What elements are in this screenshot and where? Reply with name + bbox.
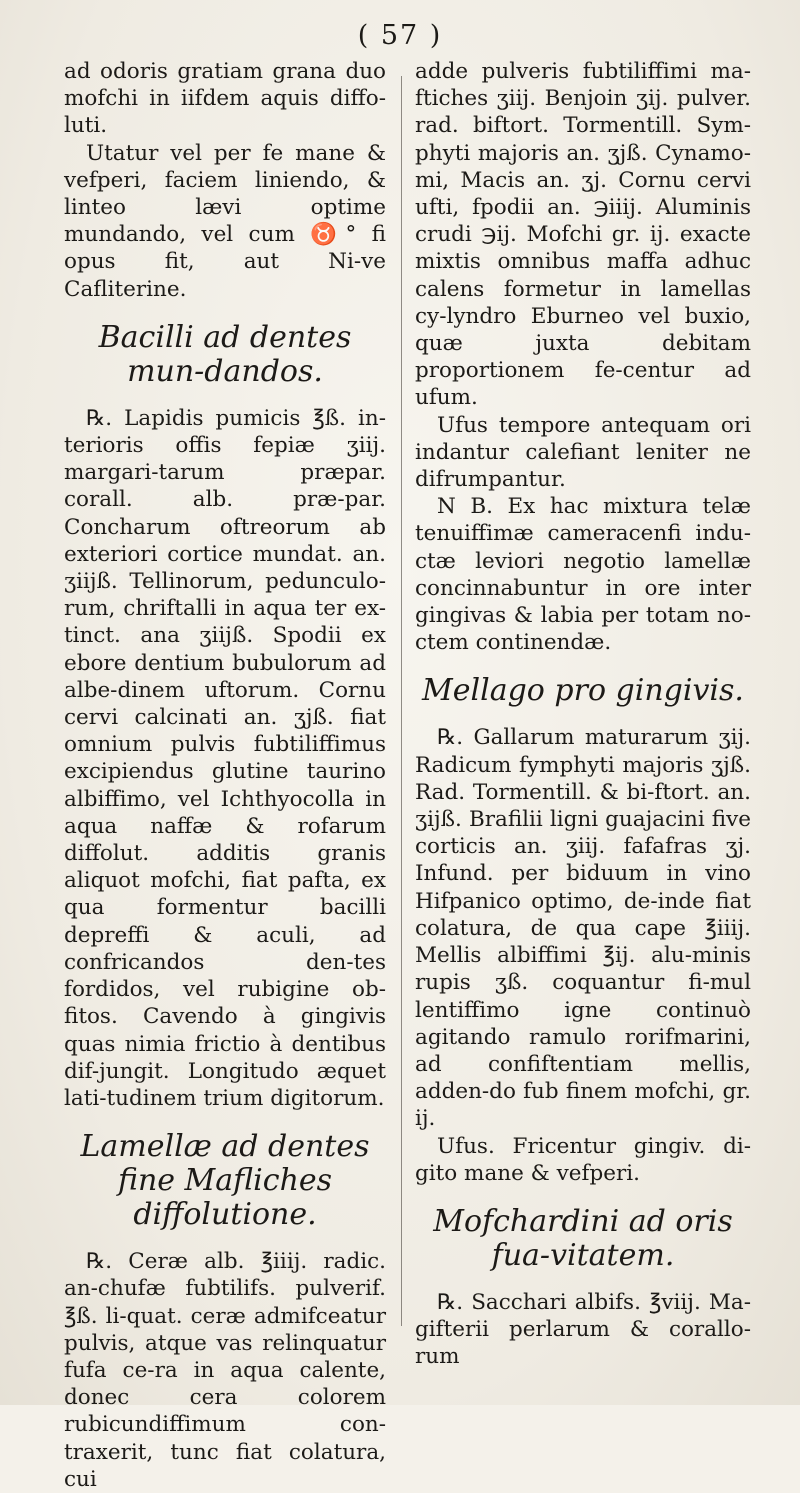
recipe-paragraph: ℞. Sacchari albifs. ℥viij. Ma-gifterii perlarum & corallo-rum <box>415 1289 751 1370</box>
paragraph: Utatur vel per fe mane & vefperi, faciem liniendo, & linteo lævi optime mundando, vel cum ♉° fi opus fit, aut Ni-ve Cafliterine. <box>64 140 386 302</box>
paragraph: Ufus tempore antequam ori indantur calefiant leniter ne difrumpantur. <box>415 412 751 493</box>
recipe-paragraph: ℞. Ceræ alb. ℥iiij. radic. an-chufæ fubtilifs. pulverif. ℥ß. li-quat. ceræ admifceatur pulvis, atque vas relinquatur fufa ce-ra in aqua calente, donec cera colorem rubicundiffimum con-traxerit, tunc fiat colatura, cui <box>64 1249 386 1492</box>
recipe-paragraph: ℞. Gallarum maturarum ʒij. Radicum fymphyti majoris ʒjß. Rad. Tormentill. & bi-ftort. an. ʒijß. Brafilii ligni guajacini five corticis an. ʒiij. fafafras ʒj. Infund. per biduum in vino Hifpanico optimo, de-inde fiat colatura, de qua cape ℥iiij. Mellis albiffimi ℥ij. alu-minis rupis ʒß. coquantur fi-mul lentiffimo igne continuò agitando ramulo rorifmarini, ad confiftentiam mellis, adden-do fub finem mofchi, gr. ij. <box>415 725 751 1132</box>
right-column <box>415 58 751 1371</box>
paragraph: Ufus. Fricentur gingiv. di-gito mane & vefperi. <box>415 1133 751 1186</box>
section-heading: Mellago pro gingivis. <box>422 673 744 709</box>
paragraph: adde pulveris fubtiliffimi ma-ftiches ʒiij. Benjoin ʒij. pulver. rad. biftort. Tormentill. Sym-phyti majoris an. ʒjß. Cynamo-mi, Macis an. ʒj. Cornu cervi ufti, fpodii an. ℈iiij. Aluminis crudi ℈ij. Mofchi gr. ij. exacte mixtis omnibus maffa adhuc calens formetur in lamellas cy-lyndro Eburneo vel buxio, quæ juxta debitam proportionem fe-centur ad ufum. <box>415 59 751 411</box>
column-divider <box>401 76 402 1326</box>
section-heading: Lamellæ ad dentes fine Mafliches diffolutione. <box>80 1129 370 1233</box>
left-column <box>64 58 386 1493</box>
paragraph: ad odoris gratiam grana duo mofchi in iifdem aquis diffo-luti. <box>64 59 386 139</box>
section-heading: Mofchardini ad oris fua-vitatem. <box>433 1203 733 1273</box>
recipe-paragraph: ℞. Lapidis pumicis ℥ß. in-terioris offis fepiæ ʒiij. margari-tarum præpar. corall. alb. præ-par. Concharum oftreorum ab exteriori cortice mundat. an. ʒiijß. Tellinorum, pedunculo-rum, chriftalli in aqua ter ex-tinct. ana ʒiijß. Spodii ex ebore dentium bubulorum ad albe-dinem uftorum. Cornu cervi calcinati an. ʒjß. fiat omnium pulvis fubtiliffimus excipiendus glutine taurino albiffimo, vel Ichthyocolla in aqua naffæ & rofarum diffolut. additis granis aliquot mofchi, fiat pafta, ex qua formentur bacilli depreffi & aculi, ad confricandos den-tes fordidos, vel rubigine ob-fitos. Cavendo à gingivis quas nimia frictio à dentibus dif-jungit. Longitudo æquet lati-tudinem trium digitorum. <box>64 405 386 1111</box>
section-heading: Bacilli ad dentes mun-dandos. <box>98 319 352 389</box>
paragraph: N B. Ex hac mixtura telæ tenuiffimæ cameracenfi indu-ctæ leviori negotio lamellæ concinnabuntur in ore inter gingivas & labia per totam no-ctem continendæ. <box>415 494 751 656</box>
page-number: ( 57 ) <box>357 20 443 51</box>
